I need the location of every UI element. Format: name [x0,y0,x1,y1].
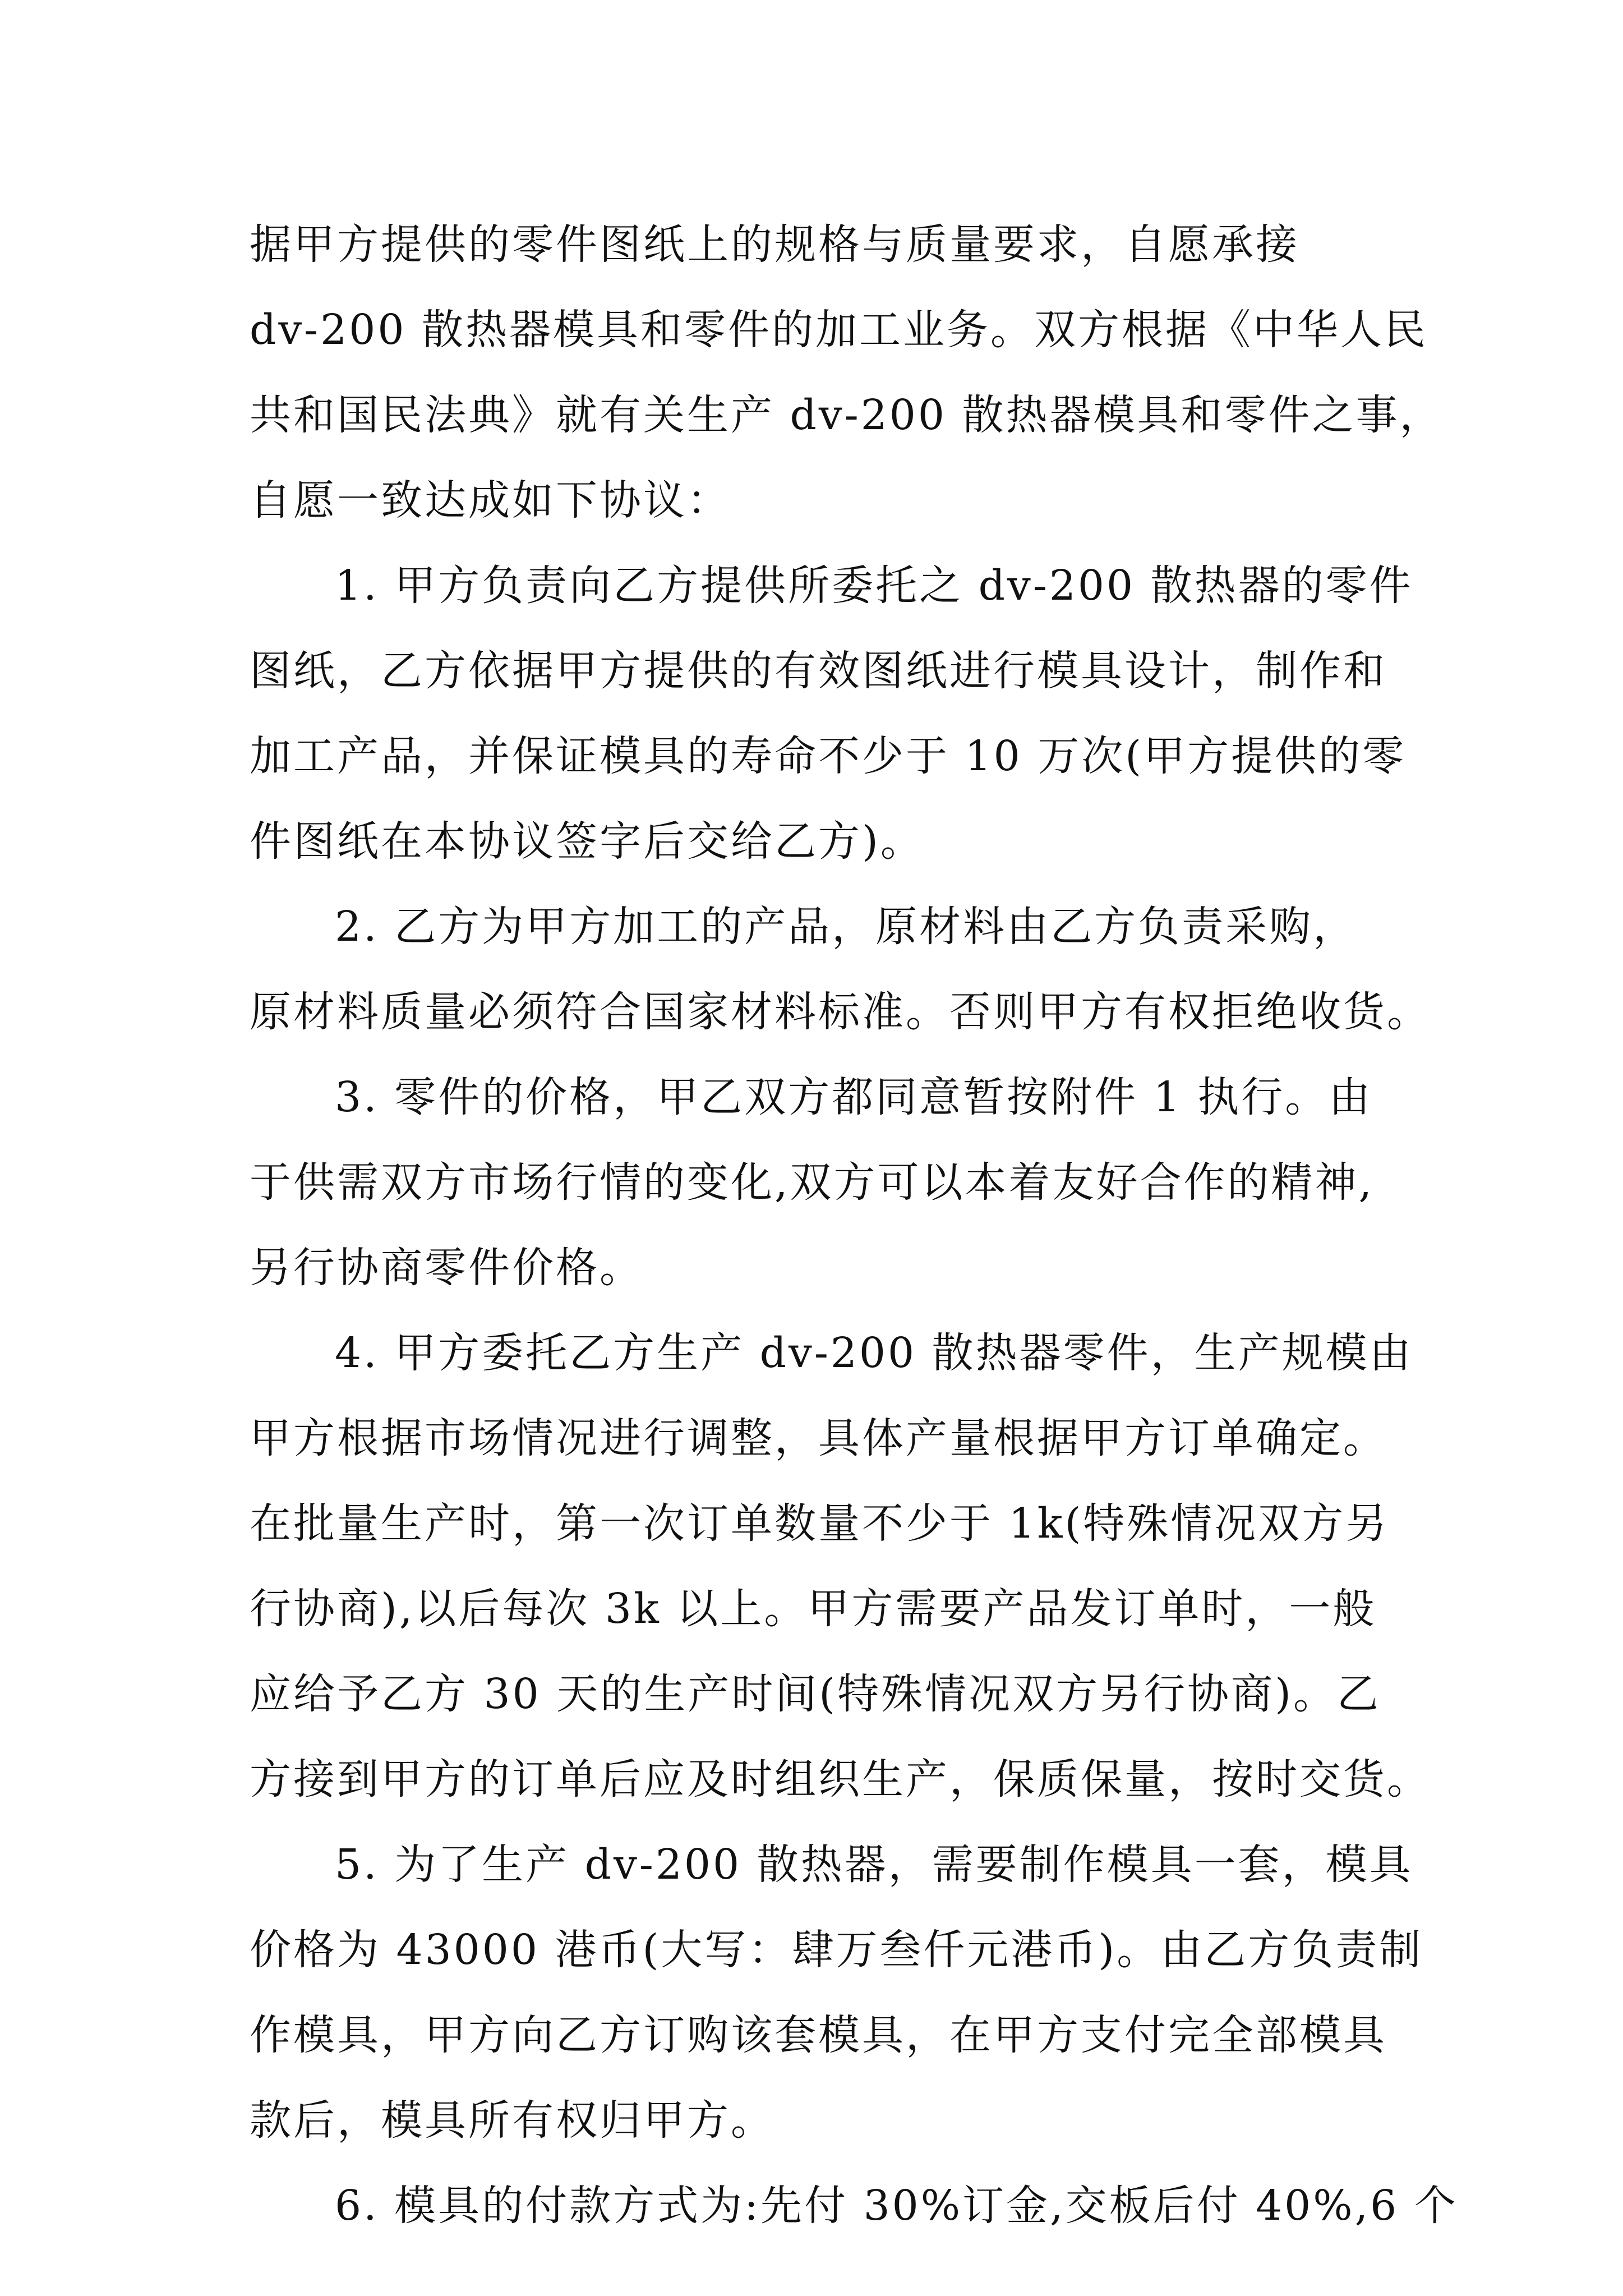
text-line: 自愿一致达成如下协议： [250,476,731,524]
text-line: 共和国民法典》就有关生产 dv-200 散热器模具和零件之事， [250,391,1444,439]
clause-3-start: 3. 零件的价格，甲乙双方都同意暂按附件 1 执行。由 [335,1073,1373,1121]
text-line: 甲方根据市场情况进行调整，具体产量根据甲方订单确定。 [250,1414,1387,1462]
text-line: 款后，模具所有权归甲方。 [250,2096,774,2145]
text-line: 作模具，甲方向乙方订购该套模具，在甲方支付完全部模具 [250,2011,1387,2059]
clause-1-start: 1. 甲方负责向乙方提供所委托之 dv-200 散热器的零件 [335,562,1413,610]
text-line: 行协商),以后每次 3k 以上。甲方需要产品发订单时，一般 [250,1585,1377,1633]
contract-body-text [250,210,1458,2257]
text-line: 于供需双方市场行情的变化,双方可以本着友好合作的精神, [250,1158,1375,1207]
text-line: 方接到甲方的订单后应及时组织生产，保质保量，按时交货。 [250,1755,1431,1803]
text-line: 加工产品，并保证模具的寿命不少于 10 万次(甲方提供的零 [250,732,1407,780]
clause-4-start: 4. 甲方委托乙方生产 dv-200 散热器零件，生产规模由 [335,1329,1413,1377]
text-line: 原材料质量必须符合国家材料标准。否则甲方有权拒绝收货。 [250,988,1431,1036]
text-line: 在批量生产时，第一次订单数量不少于 1k(特殊情况双方另 [250,1499,1390,1548]
text-line: 另行协商零件价格。 [250,1244,643,1292]
clause-5-start: 5. 为了生产 dv-200 散热器，需要制作模具一套，模具 [335,1841,1413,1889]
clause-6-start: 6. 模具的付款方式为:先付 30%订金,交板后付 40%,6 个 [335,2182,1458,2230]
text-line: 件图纸在本协议签字后交给乙方)。 [250,817,924,866]
text-line: dv-200 散热器模具和零件的加工业务。双方根据《中华人民 [250,306,1428,354]
clause-2-start: 2. 乙方为甲方加工的产品，原材料由乙方负责采购， [335,903,1357,951]
text-line: 应给予乙方 30 天的生产时间(特殊情况双方另行协商)。乙 [250,1670,1381,1718]
text-line: 价格为 43000 港币(大写：肆万叁仟元港币)。由乙方负责制 [250,1926,1423,1974]
text-line: 图纸，乙方依据甲方提供的有效图纸进行模具设计，制作和 [250,647,1387,695]
text-line: 据甲方提供的零件图纸上的规格与质量要求，自愿承接 [250,220,1299,269]
